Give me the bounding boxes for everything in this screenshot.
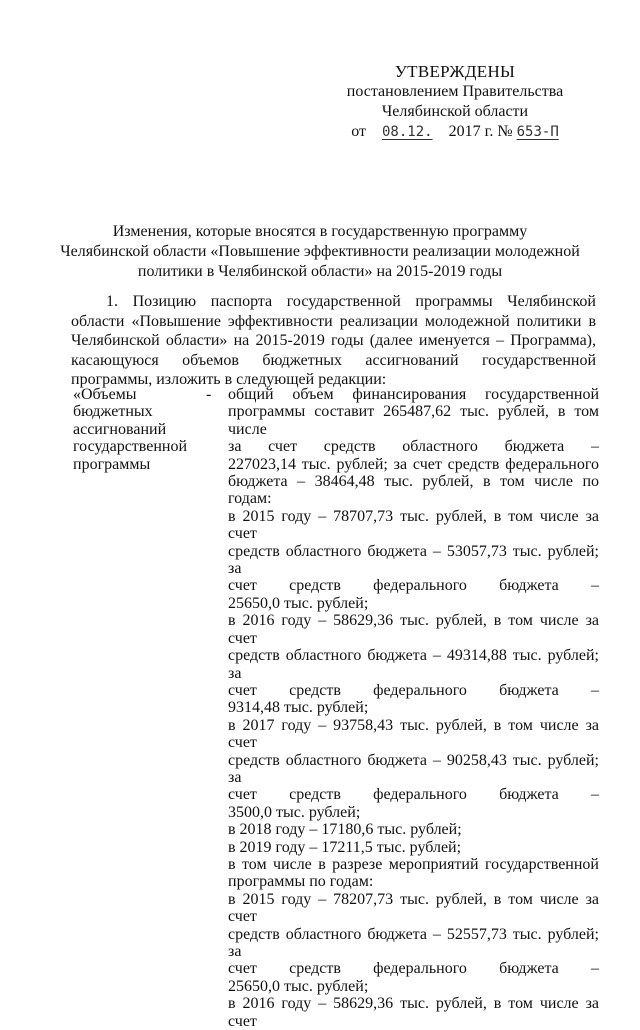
handwritten-number: 653-П: [516, 124, 559, 140]
title-line-3: политики в Челябинской области» на 2015-2019 годы: [137, 263, 503, 280]
approval-line-2: Челябинской области: [381, 103, 529, 120]
approval-word: УТВЕРЖДЕНЫ: [394, 62, 516, 81]
right-line: бюджета – 38464,48 тыс. рублей, в том числе по годам:: [228, 473, 599, 508]
left-line: бюджетных: [73, 403, 153, 421]
right-line: в 2016 году – 58629,36 тыс. рублей, в том числе за счет: [228, 612, 599, 647]
right-line: средств областного бюджета – 49314,88 тыс. рублей; за: [228, 647, 599, 682]
right-line: в 2019 году – 17211,5 тыс. рублей;: [228, 838, 462, 856]
right-line: в 2017 году – 93758,43 тыс. рублей, в том числе за счет: [228, 716, 599, 752]
right-line: 3500,0 тыс. рублей;: [228, 803, 361, 821]
handwritten-date: 08.12.: [382, 124, 433, 140]
left-line: «Объемы: [73, 386, 137, 403]
right-line: счет средств федерального бюджета –: [228, 960, 599, 978]
right-line: 9314,48 тыс. рублей;: [228, 699, 369, 717]
title-line-2: Челябинской области «Повышение эффективности реализации молодежной: [60, 243, 580, 260]
right-line: программы составит 265487,62 тыс. рублей, в том числе: [228, 403, 599, 438]
right-line: программы по годам:: [228, 873, 374, 891]
year-text: 2017 г. №: [448, 123, 513, 140]
right-line: 25650,0 тыс. рублей;: [228, 594, 369, 612]
right-line: в 2015 году – 78207,73 тыс. рублей, в том числе за счет: [228, 890, 599, 926]
paragraph-1: 1. Позицию паспорта государственной программы Челябинской области «Повышение эффективности реализации молодежной политики в Челябинской области» на 2015-2019 годы (далее именуется – Программа), касающуюся объемов бюджетных ассигнований государственной программы, изложить в следующей редакции:: [71, 293, 596, 388]
table-right-cell: [228, 386, 599, 1030]
right-line: 25650,0 тыс. рублей;: [228, 977, 369, 995]
right-line: общий объем финансирования государственной: [228, 386, 599, 403]
approval-block: [320, 62, 590, 142]
table-dash: -: [206, 386, 212, 403]
left-line: программы: [73, 455, 151, 473]
right-line: в том числе в разрезе мероприятий государственной: [228, 855, 599, 873]
right-line: в 2016 году – 58629,36 тыс. рублей, в том числе за счет: [228, 995, 599, 1030]
right-line: средств областного бюджета – 90258,43 тыс. рублей; за: [228, 751, 599, 786]
right-line: в 2015 году – 78707,73 тыс. рублей, в том числе за счет: [228, 507, 599, 543]
right-line: счет средств федерального бюджета –: [228, 577, 599, 595]
document-title: [60, 222, 580, 282]
right-line: средств областного бюджета – 53057,73 тыс. рублей; за: [228, 542, 599, 578]
table-left-cell: [73, 386, 223, 473]
title-line-1: Изменения, которые вносятся в государственную программу: [112, 223, 528, 240]
approval-date-line: [320, 122, 590, 142]
right-line: за счет средств областного бюджета –: [228, 438, 599, 456]
right-line: счет средств федерального бюджета –: [228, 786, 599, 804]
approval-line-1: постановлением Правительства: [346, 83, 564, 100]
date-prefix: от: [351, 123, 366, 140]
right-line: в 2018 году – 17180,6 тыс. рублей;: [228, 821, 462, 839]
left-line: государственной: [73, 438, 188, 456]
left-line: ассигнований: [73, 420, 167, 438]
right-line: 227023,14 тыс. рублей; за счет средств федерального: [228, 455, 599, 473]
right-line: счет средств федерального бюджета –: [228, 681, 599, 699]
right-line: средств областного бюджета – 52557,73 тыс. рублей; за: [228, 925, 599, 960]
